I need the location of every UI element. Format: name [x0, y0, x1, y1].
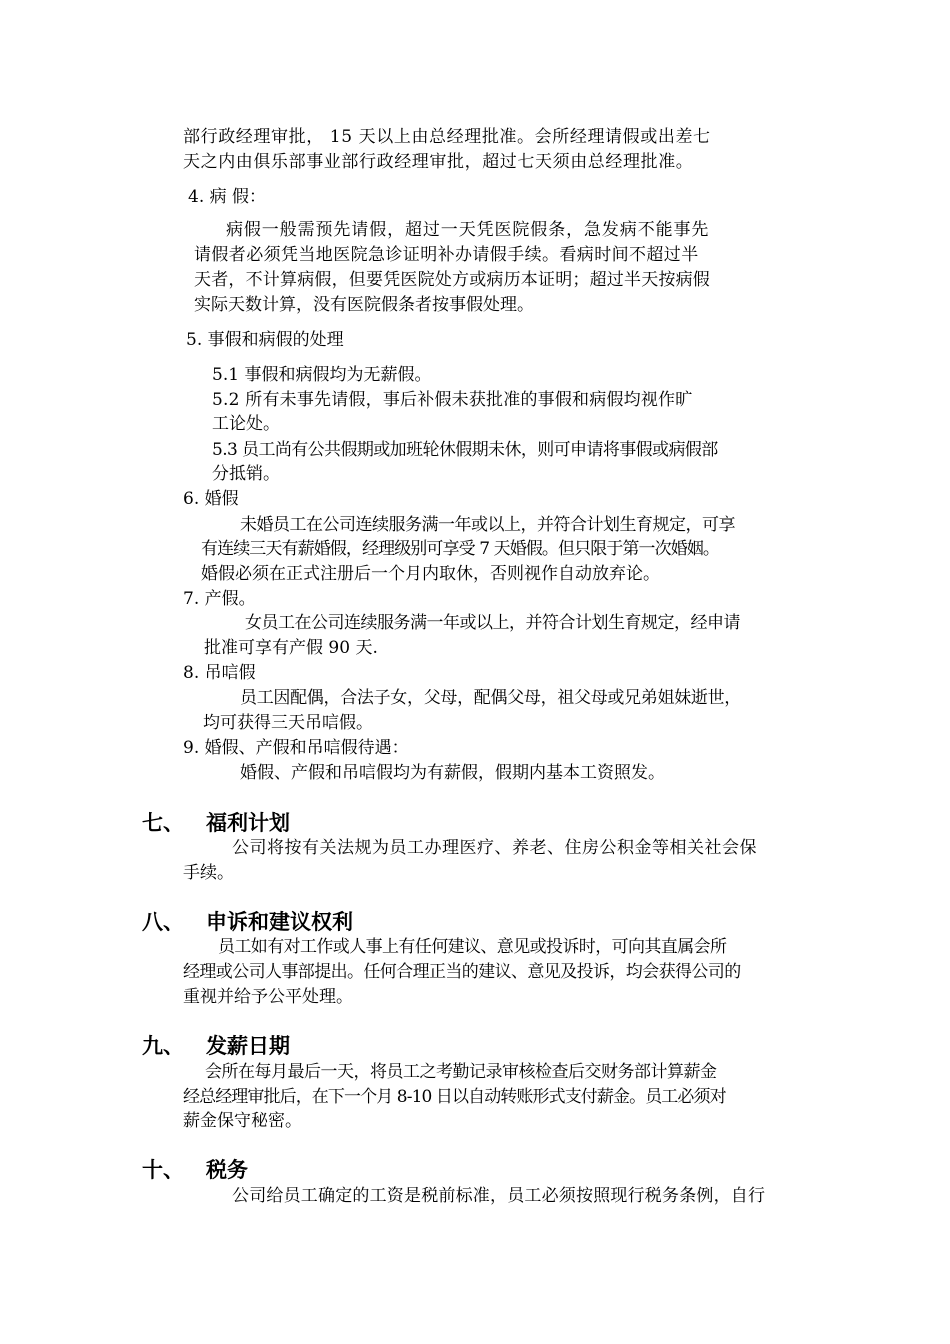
text-line: 经理或公司人事部提出。任何合理正当的建议、意见及投诉，均会获得公司的 [183, 962, 741, 982]
sub-item: 5.2 所有未事先请假，事后补假未获批准的事假和病假均视作旷 [212, 390, 693, 410]
text-line: 公司将按有关法规为员工办理医疗、养老、住房公积金等相关社会保 [232, 838, 757, 858]
text-line: 天之内由俱乐部事业部行政经理审批，超过七天须由总经理批准。 [183, 152, 694, 172]
text-line: 员工因配偶，合法子女，父母，配偶父母，祖父母或兄弟姐妹逝世， [240, 688, 741, 708]
section-heading-appeals [142, 909, 353, 935]
section-number: 七、 [142, 811, 184, 835]
text-line: 婚假、产假和吊唁假均为有薪假，假期内基本工资照发。 [240, 763, 665, 783]
text-line: 未婚员工在公司连续服务满一年或以上，并符合计划生育规定，可享 [240, 515, 735, 535]
text-line: 公司给员工确定的工资是税前标准，员工必须按照现行税务条例，自行 [232, 1186, 766, 1206]
item-heading-leave-pay: 9. 婚假、产假和吊唁假待遇： [183, 738, 409, 758]
section-number: 九、 [142, 1034, 184, 1058]
item-heading-leave-handling: 5. 事假和病假的处理 [186, 330, 344, 350]
text-line: 病假一般需预先请假，超过一天凭医院假条，急发病不能事先 [226, 220, 710, 240]
text-line: 实际天数计算，没有医院假条者按事假处理。 [194, 295, 534, 315]
text-line: 有连续三天有薪婚假，经理级别可享受 7 天婚假。但只限于第一次婚姻。 [201, 539, 720, 559]
section-heading-tax [142, 1157, 248, 1183]
section-title: 申诉和建议权利 [206, 910, 353, 934]
section-number: 八、 [142, 910, 184, 934]
text-line: 婚假必须在正式注册后一个月内取休，否则视作自动放弃论。 [201, 564, 660, 584]
item-heading-sick-leave: 4. 病 假： [188, 187, 267, 207]
section-title: 福利计划 [206, 811, 290, 835]
item-heading-maternity-leave: 7. 产假。 [183, 589, 256, 609]
text-line: 员工如有对工作或人事上有任何建议、意见或投诉时，可向其直属会所 [218, 937, 727, 957]
text-line: 批准可享有产假 90 天. [204, 638, 378, 658]
section-title: 税务 [206, 1158, 248, 1182]
text-line: 部行政经理审批， 15 天以上由总经理批准。会所经理请假或出差七 [183, 127, 711, 147]
text-line: 手续。 [183, 863, 234, 883]
section-heading-benefits [142, 810, 290, 836]
text-line: 重视并给予公平处理。 [183, 987, 353, 1007]
text-line: 会所在每月最后一天，将员工之考勤记录审核检查后交财务部计算薪金 [205, 1062, 717, 1082]
sub-item: 5.3 员工尚有公共假期或加班轮休假期未休，则可申请将事假或病假部 [212, 440, 718, 460]
text-line: 均可获得三天吊唁假。 [203, 713, 373, 733]
sub-item: 5.1 事假和病假均为无薪假。 [212, 365, 432, 385]
text-line: 女员工在公司连续服务满一年或以上，并符合计划生育规定，经申请 [245, 613, 740, 633]
text-line: 请假者必须凭当地医院急诊证明补办请假手续。看病时间不超过半 [194, 245, 699, 265]
text-line: 分抵销。 [212, 464, 280, 484]
text-line: 天者，不计算病假，但要凭医院处方或病历本证明；超过半天按病假 [194, 270, 710, 290]
section-heading-payday [142, 1033, 290, 1059]
section-title: 发薪日期 [206, 1034, 290, 1058]
item-heading-bereavement-leave: 8. 吊唁假 [183, 663, 256, 683]
text-line: 工论处。 [212, 414, 280, 434]
section-number: 十、 [142, 1158, 184, 1182]
text-line: 经总经理审批后，在下一个月 8-10 日以自动转账形式支付薪金。员工必须对 [183, 1087, 726, 1107]
item-heading-marriage-leave: 6. 婚假 [183, 489, 239, 509]
text-line: 薪金保守秘密。 [183, 1111, 302, 1131]
